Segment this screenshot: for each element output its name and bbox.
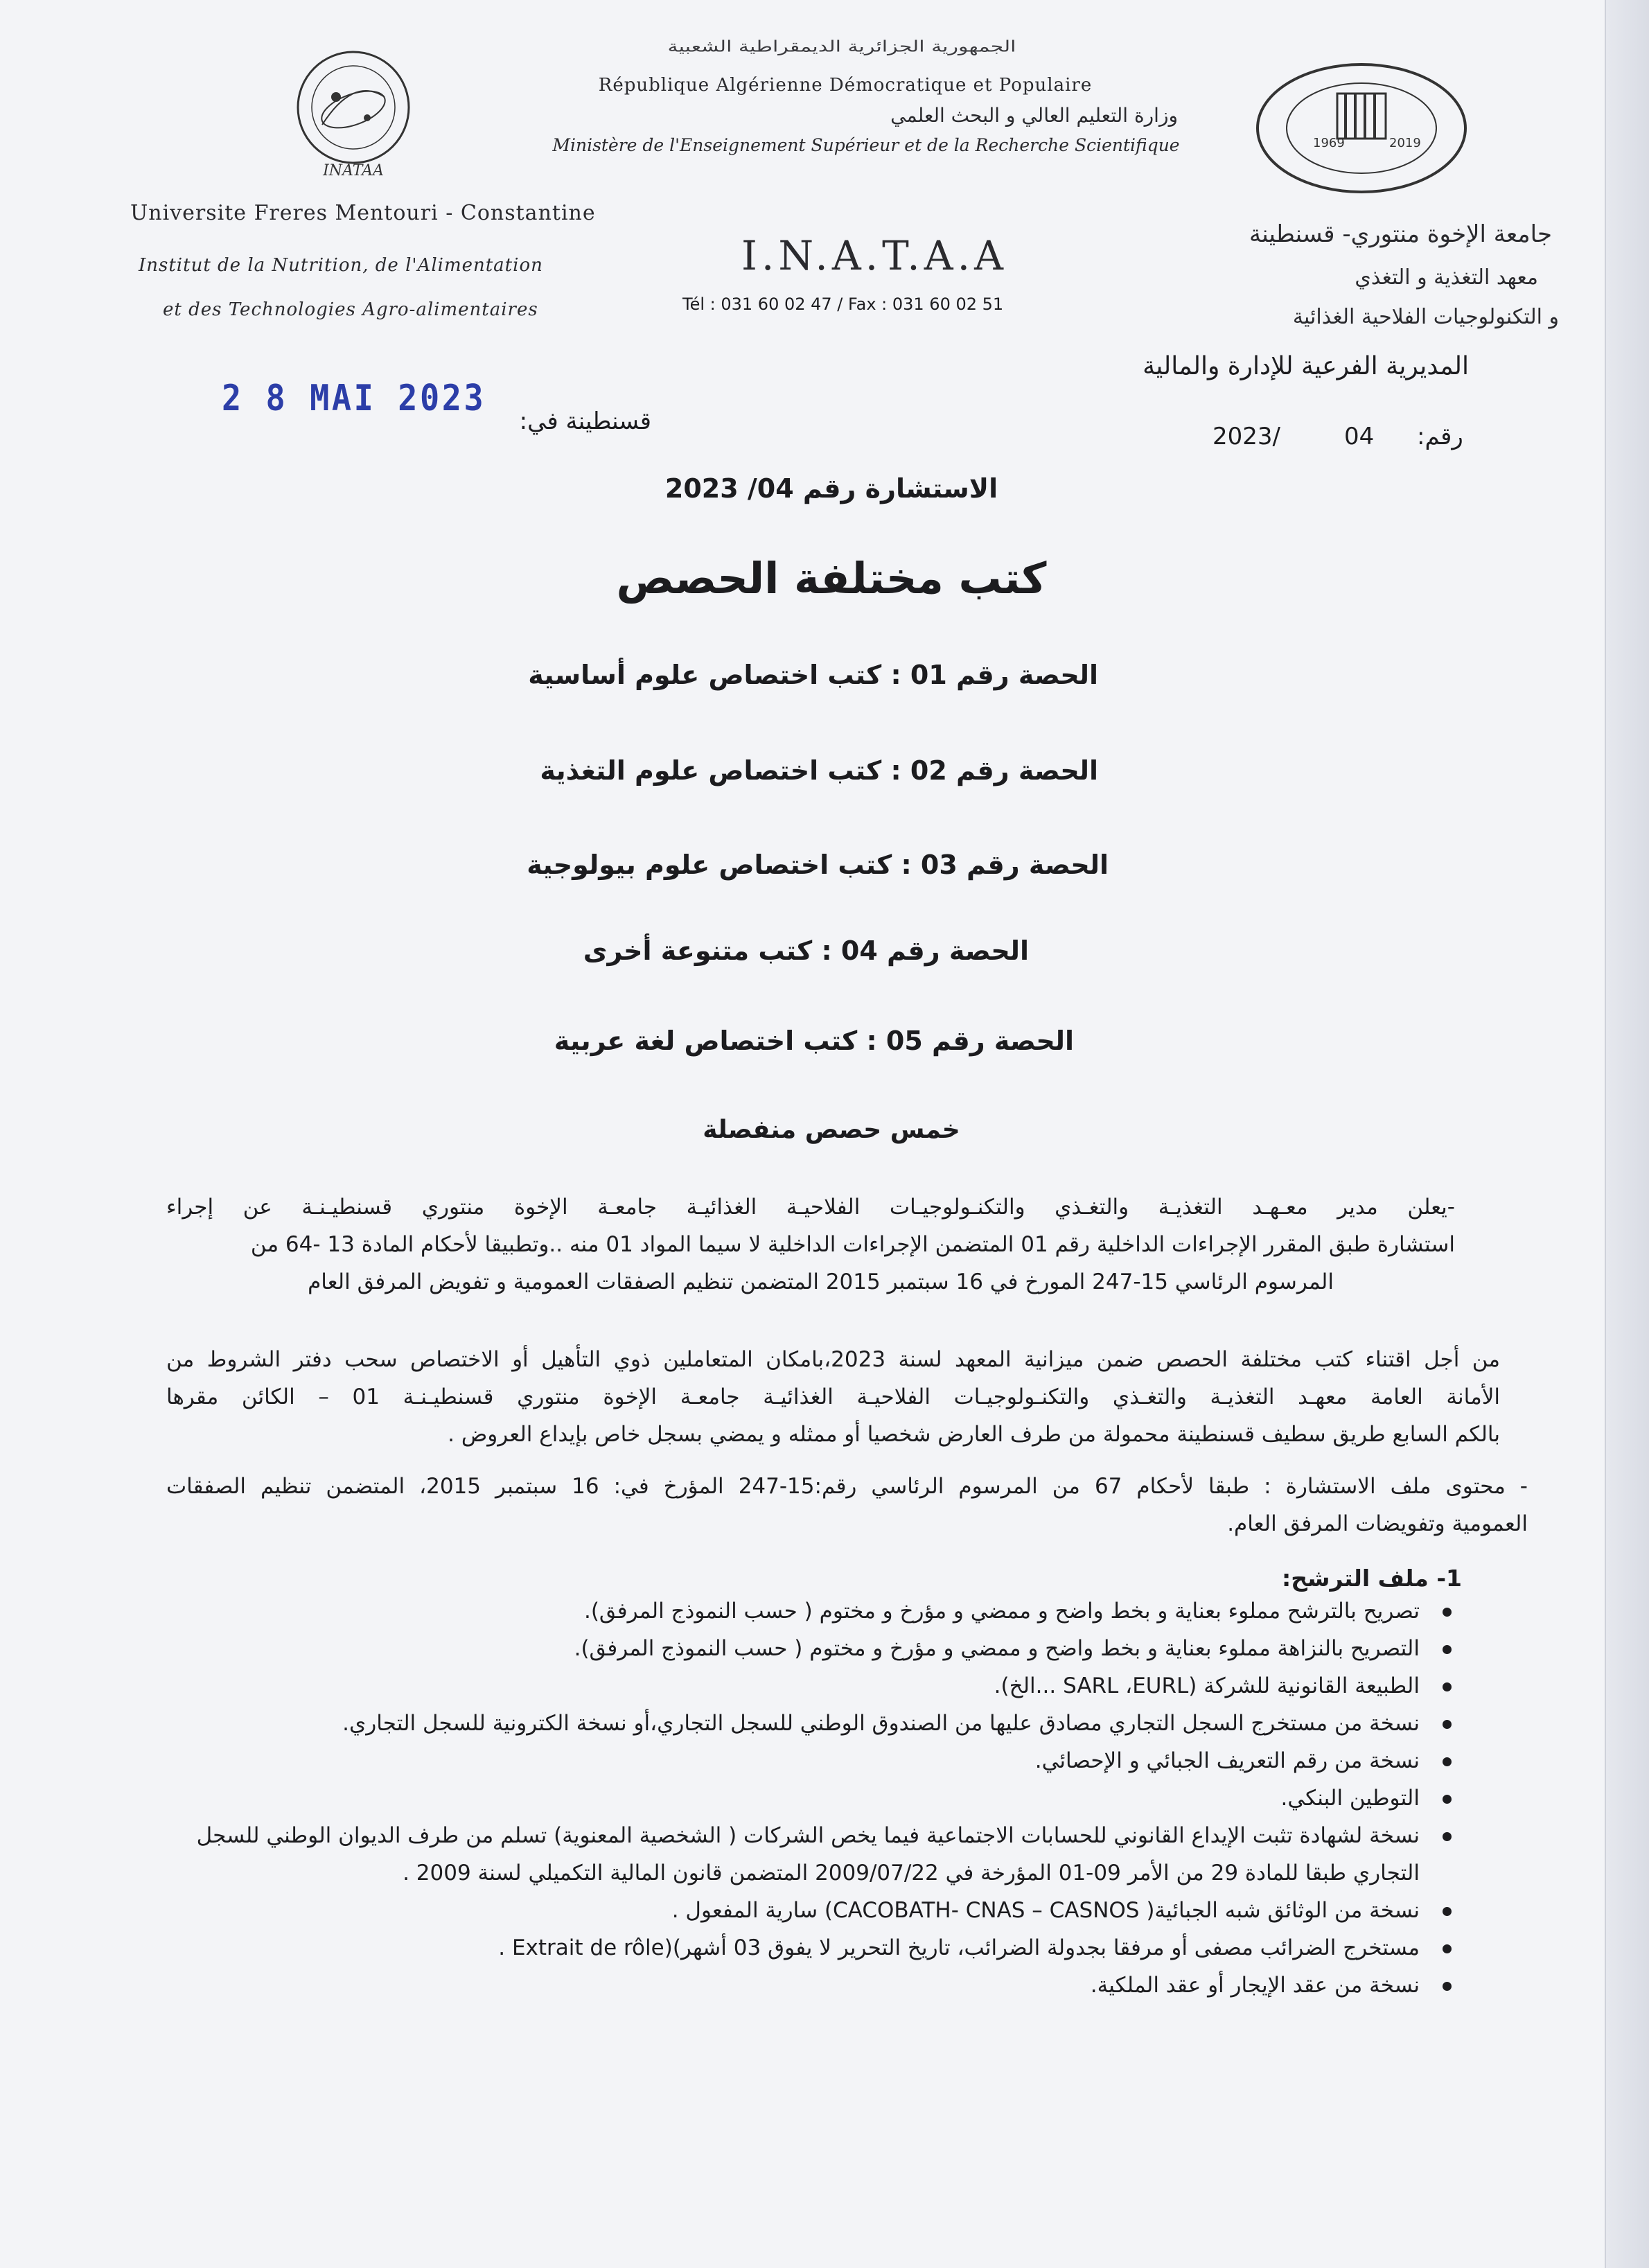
institute-acronym: I.N.A.T.A.A: [741, 232, 1007, 279]
header-ar-ministry: وزارة التعليم العالي و البحث العلمي: [890, 104, 1178, 127]
procurement-paragraph: [166, 1341, 1500, 1453]
list-item: نسخة من الوثائق شبه الجبائية( CACOBATH- CNAS – CASNOS) سارية المفعول .: [166, 1892, 1452, 1929]
reference-number: [1212, 423, 1476, 457]
paragraph-line: الأمانة العامة معهـد التغذيـة والتغـذي والتكنـولوجيـات الفلاحيـة الغذائيـة جامعـة الإخوة منتوري قسنطيـنـة 01 – الكائن مقرها: [166, 1384, 1500, 1409]
list-item: نسخة من عقد الإيجار أو عقد الملكية.: [166, 1967, 1452, 2004]
required-documents-list: [166, 1592, 1452, 2004]
header-ar-republic: الجمهورية الجزائرية الديمقراطية الشعبية: [667, 37, 1016, 56]
university-seal-logo: [1254, 62, 1469, 194]
place-date-label: قسنطينة في:: [519, 407, 651, 435]
list-item: نسخة من رقم التعريف الجبائي و الإحصائي.: [166, 1742, 1452, 1779]
ref-number: 04: [1344, 423, 1375, 450]
header-fr-republic: République Algérienne Démocratique et Populaire: [598, 75, 1093, 96]
contact-phone-fax: Tél : 031 60 02 47 / Fax : 031 60 02 51: [682, 295, 1004, 314]
lot-item: الحصة رقم 05 : كتب اختصاص لغة عربية: [554, 1026, 1074, 1056]
list-item: الطبيعة القانونية للشركة (SARL ،EURL ...الخ).: [166, 1667, 1452, 1705]
list-item: نسخة من مستخرج السجل التجاري مصادق عليها من الصندوق الوطني للسجل التجاري،أو نسخة الكترونية للسجل التجاري.: [166, 1705, 1452, 1742]
ref-year: 2023/: [1212, 423, 1280, 450]
lot-item: الحصة رقم 03 : كتب اختصاص علوم بيولوجية: [527, 850, 1109, 880]
inataa-logo: [267, 49, 440, 180]
consultation-title: كتب مختلفة الحصص: [616, 553, 1047, 604]
seal-year-right: 2019: [1389, 136, 1421, 150]
list-item: تصريح بالترشح مملوء بعناية و بخط واضح و ممضي و مؤرخ و مختوم ( حسب النموذج المرفق).: [166, 1592, 1452, 1630]
institute-name-ar-line1: معهد التغذية و التغذي: [1355, 265, 1538, 290]
announcement-paragraph: [166, 1188, 1455, 1301]
lot-item: الحصة رقم 04 : كتب متنوعة أخرى: [583, 935, 1029, 966]
lot-item: الحصة رقم 02 : كتب اختصاص علوم التغذية: [540, 755, 1098, 786]
ref-label: رقم:: [1417, 423, 1463, 450]
header-fr-ministry: Ministère de l'Enseignement Supérieur et de la Recherche Scientifique: [552, 135, 1180, 155]
paper-edge: [1605, 0, 1649, 2268]
paragraph-line: المرسوم الرئاسي 15-247 المورخ في 16 سبتمبر 2015 المتضمن تنظيم الصفقات العمومية و تفويض المرفق العام: [308, 1269, 1334, 1294]
paragraph-line: بالكم السابع طريق سطيف قسنطينة محمولة من طرف العارض شخصيا أو ممثله و يمضي بسجل خاص بإيداع العروض .: [448, 1422, 1500, 1447]
file-content-paragraph: [166, 1468, 1528, 1542]
university-name-fr: Universite Freres Mentouri - Constantine: [130, 201, 596, 225]
paragraph-line: استشارة طبق المقرر الإجراءات الداخلية رقم 01 المتضمن الإجراءات الداخلية لا سيما المواد 01 منه ..وتطبيقا لأحكام المادة 13 -64 من: [250, 1232, 1455, 1257]
sub-directorate: المديرية الفرعية للإدارة والمالية: [1143, 352, 1469, 380]
institute-name-fr-line1: Institut de la Nutrition, de l'Alimentation: [139, 255, 543, 276]
university-name-ar: جامعة الإخوة منتوري- قسنطينة: [1249, 220, 1552, 248]
institute-name-ar-line2: و التكنولوجيات الفلاحية الغذائية: [1292, 305, 1559, 329]
list-item: نسخة لشهادة تثبت الإيداع القانوني للحسابات الاجتماعية فيما يخص الشركات ( الشخصية المعنوية) تسلم من طرف الديوان الوطني للسجل التجاري طبقا للمادة 29 من الأمر 09-01 المؤرخة في 2009/07/22 المتضمن قانون المالية التكميلي لسنة 2009 .: [166, 1817, 1452, 1892]
paragraph-line: - محتوى ملف الاستشارة : طبقا لأحكام 67 من المرسوم الرئاسي رقم:15-247 المؤرخ في: 16 سبتمبر 2015، المتضمن تنظيم الصفقات: [166, 1474, 1528, 1499]
section-title-application-file: 1- ملف الترشح:: [1282, 1565, 1462, 1592]
paragraph-line: من أجل اقتناء كتب مختلفة الحصص ضمن ميزانية المعهد لسنة 2023،بامكان المتعاملين ذوي التأهيل أو الاختصاص سحب دفتر الشروط من: [166, 1347, 1500, 1372]
paragraph-line: -يعلن مدير معـهـد التغذيـة والتغـذي والتكنـولوجيـات الفلاحيـة الغذائيـة جامعـة الإخوة منتوري قسنطيـنـة عن إجراء: [166, 1195, 1455, 1220]
list-item: مستخرج الضرائب مصفى أو مرفقا بجدولة الضرائب، تاريخ التحرير لا يفوق 03 أشهر)(Extrait de rôle .: [166, 1929, 1452, 1967]
date-stamp: 2 8 MAI 2023: [222, 378, 486, 419]
logo-left-caption: INATAA: [323, 162, 384, 179]
lot-item: الحصة رقم 01 : كتب اختصاص علوم أساسية: [528, 660, 1098, 690]
list-item: التصريح بالنزاهة مملوء بعناية و بخط واضح و ممضي و مؤرخ و مختوم ( حسب النموذج المرفق).: [166, 1630, 1452, 1667]
seal-year-left: 1969: [1313, 136, 1345, 150]
institute-name-fr-line2: et des Technologies Agro-alimentaires: [163, 299, 538, 320]
paragraph-line: العمومية وتفويضات المرفق العام.: [1227, 1511, 1528, 1536]
consultation-number: الاستشارة رقم 04/ 2023: [664, 473, 998, 504]
list-item: التوطين البنكي.: [166, 1779, 1452, 1817]
lots-summary: خمس حصص منفصلة: [703, 1116, 960, 1144]
